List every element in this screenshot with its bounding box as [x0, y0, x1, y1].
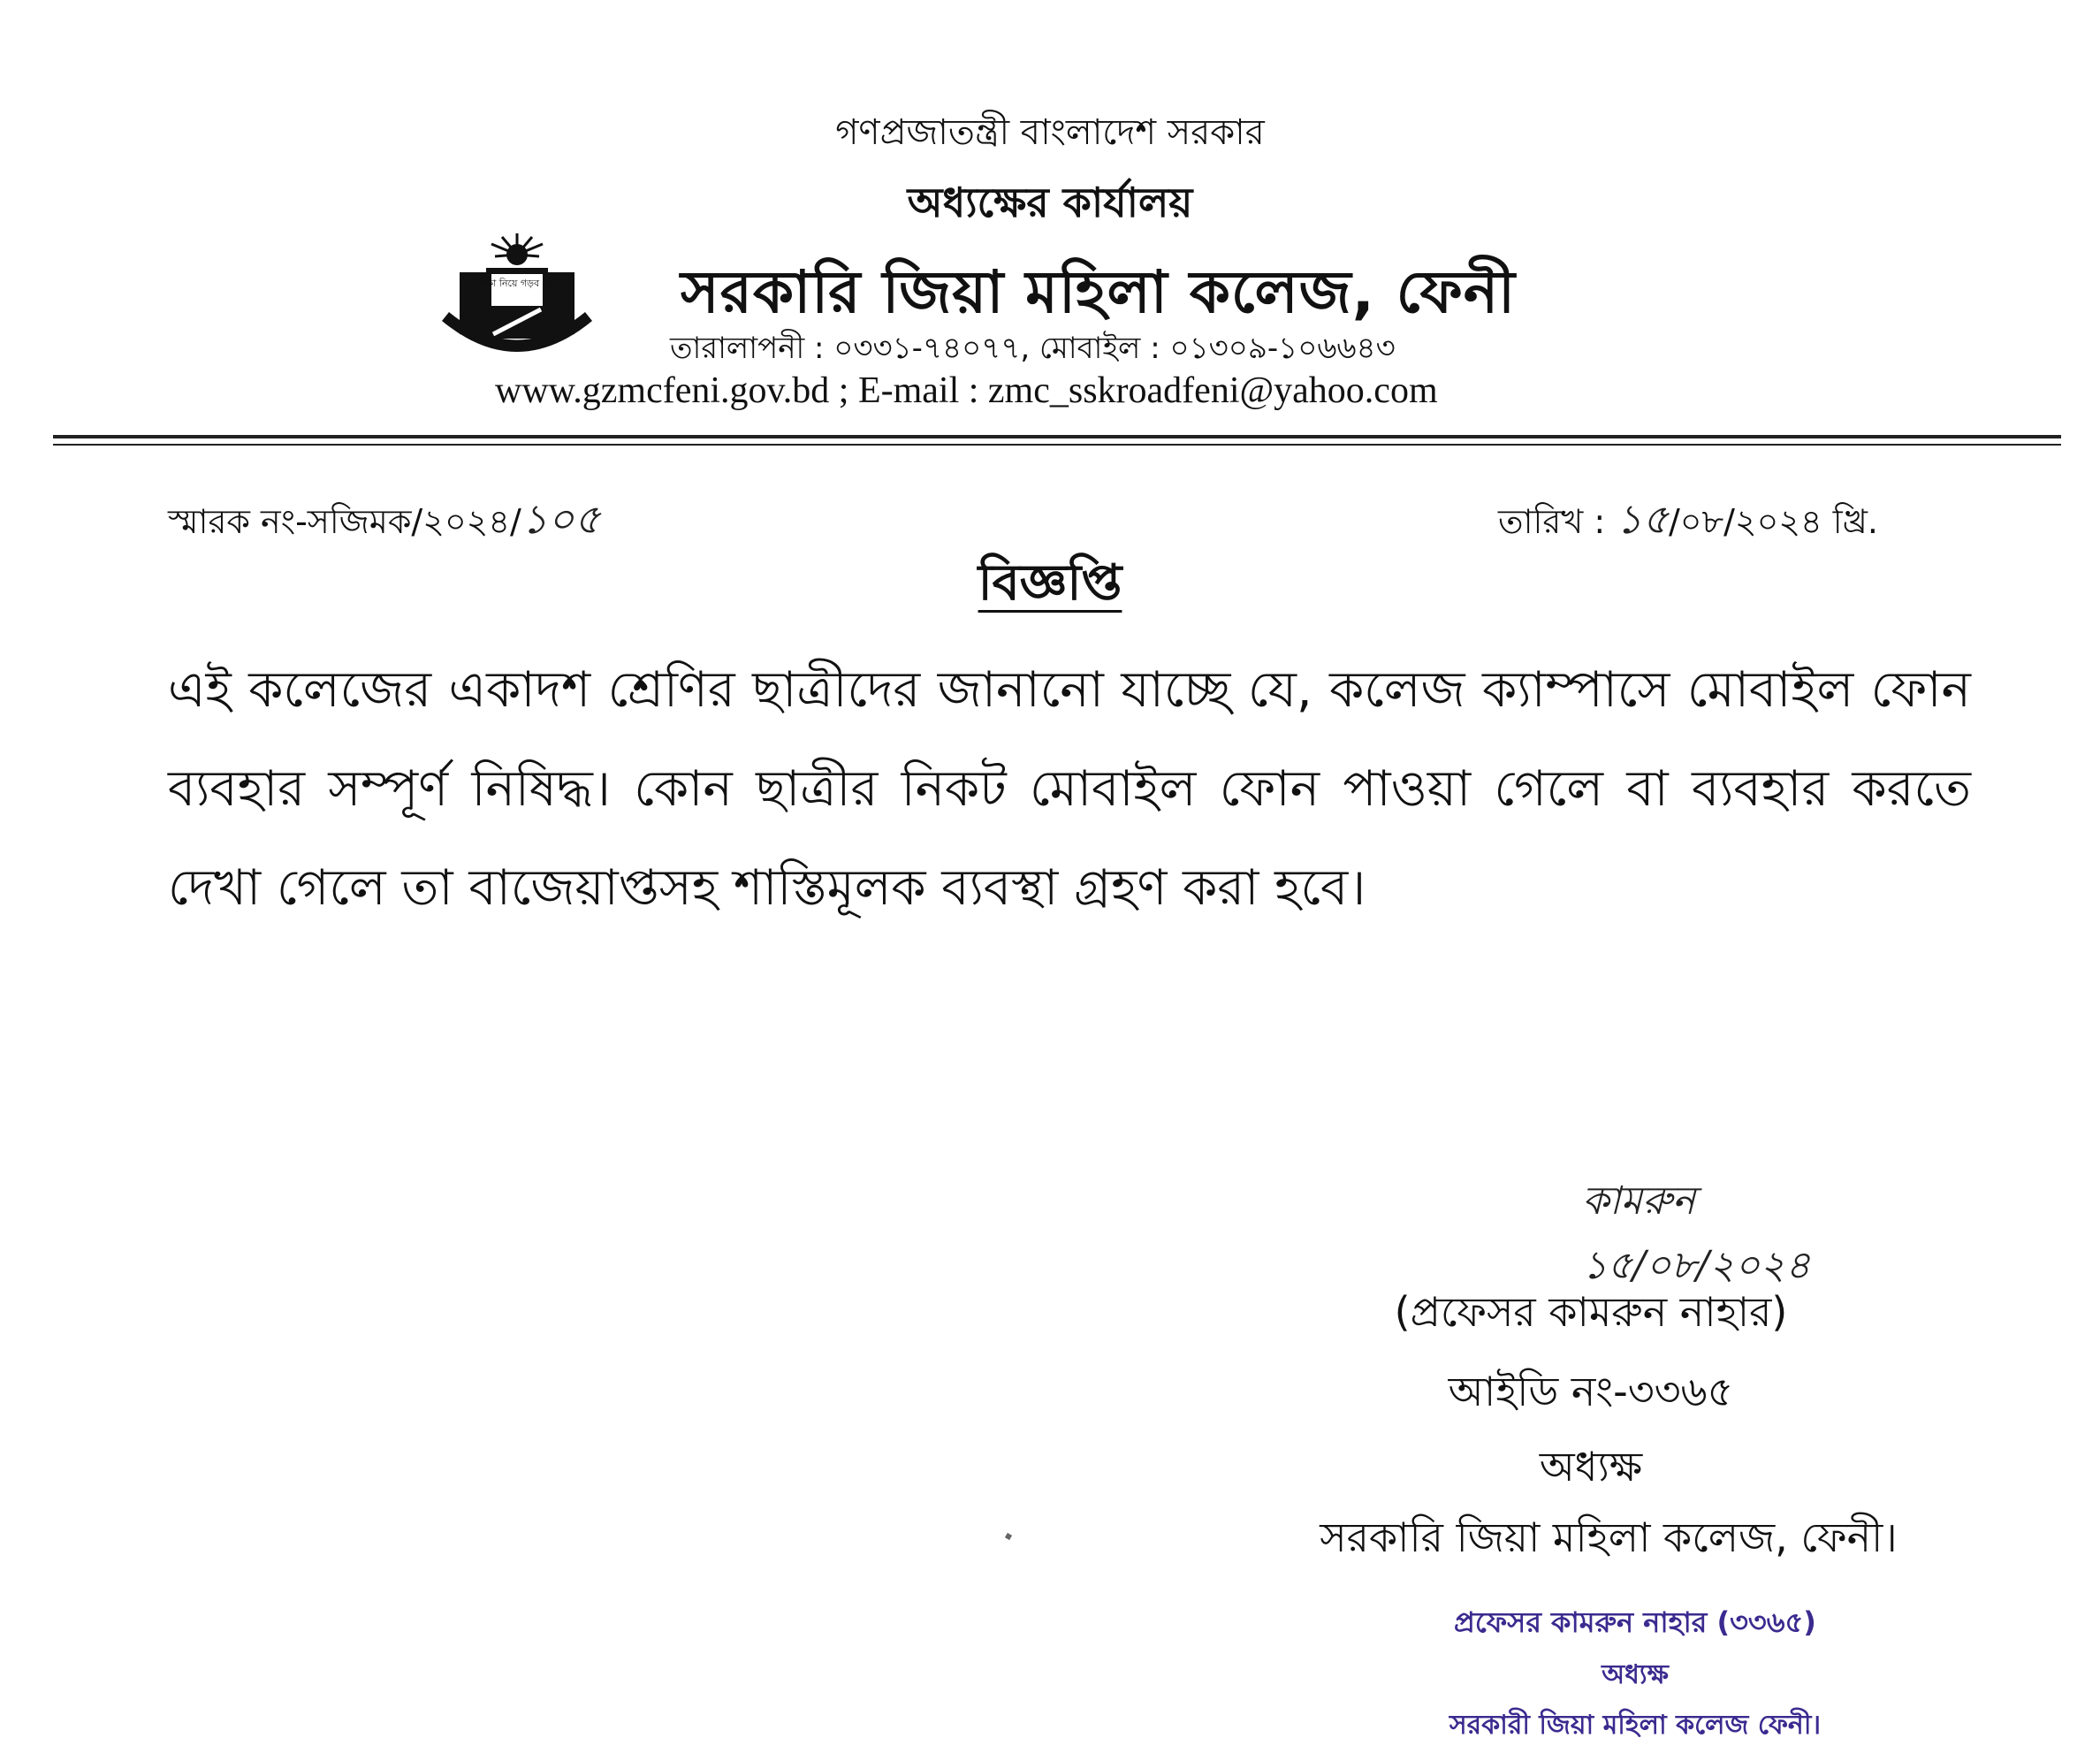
scan-speck: [1005, 1533, 1012, 1540]
logo-ring-text: সরকারি জিয়া মহিলা কলেজ ফেনী: [463, 354, 571, 363]
memo-label: স্মারক নং-সজিমক/২০২৪/: [168, 502, 521, 541]
signature-scribble: কামরুন: [1582, 1178, 1695, 1224]
government-line: গণপ্রজাতন্ত্রী বাংলাদেশ সরকার: [835, 112, 1265, 153]
stamp-name: প্রফেসর কামরুন নাহার (৩৩৬৫): [1454, 1605, 1816, 1639]
date-handwritten-day: ১৫: [1616, 495, 1669, 543]
signatory-id: আইডি নং-৩৩৬৫: [1448, 1368, 1734, 1415]
header-divider-thin: [53, 444, 2061, 446]
office-title: অধ্যক্ষের কার্যালয়: [907, 179, 1193, 226]
signatory-title: অধ্যক্ষ: [1539, 1443, 1643, 1490]
signatory-college: সরকারি জিয়া মহিলা কলেজ, ফেনী।: [1320, 1513, 1898, 1561]
date-rest: /০৮/২০২৪ খ্রি.: [1668, 502, 1878, 541]
stamp-title: অধ্যক্ষ: [1602, 1659, 1669, 1690]
logo-text: শিক্ষা নিয়ে গড়ব দেশ: [476, 278, 558, 289]
notice-body: এই কলেজের একাদশ শ্রেণির ছাত্রীদের জানানো যাচ্ছে যে, কলেজ ক্যাম্পাসে মোবাইল ফোন ব্যবহার সম্পূর্ণ নিষিদ্ধ। কোন ছাত্রীর নিকট মোবাইল ফোন পাওয়া গেলে বা ব্যবহার করতে দেখা গেলে তা বাজেয়াপ্তসহ শাস্তিমূলক ব্যবস্থা গ্রহণ করা হবে।: [168, 661, 1971, 917]
contact-line: তারালাপনী : ০৩৩১-৭৪০৭৭, মোবাইল : ০১৩০৯-১০৬৬৪৩: [670, 331, 1396, 366]
stamp-college: সরকারী জিয়া মহিলা কলেজ ফেনী।: [1449, 1710, 1822, 1741]
date-label: তারিখ :: [1498, 502, 1617, 541]
header-divider: [53, 435, 2061, 438]
official-stamp: [1405, 1600, 1865, 1749]
notice-title: [0, 545, 2100, 628]
website-email-line: www.gzmcfeni.gov.bd ; E-mail : zmc_sskroadfeni@yahoo.com: [495, 370, 1438, 411]
college-logo: [433, 228, 601, 370]
signature-date: ১৫/০৮/২০২৪: [1582, 1243, 1811, 1288]
signatory-name: (প্রফেসর কামরুন নাহার): [1394, 1288, 1788, 1336]
memo-handwritten-number: ১০৫: [521, 495, 601, 543]
notice-title-text: বিজ্ঞপ্তি: [978, 554, 1122, 612]
college-name: সরকারি জিয়া মহিলা কলেজ, ফেনী: [681, 258, 1517, 326]
